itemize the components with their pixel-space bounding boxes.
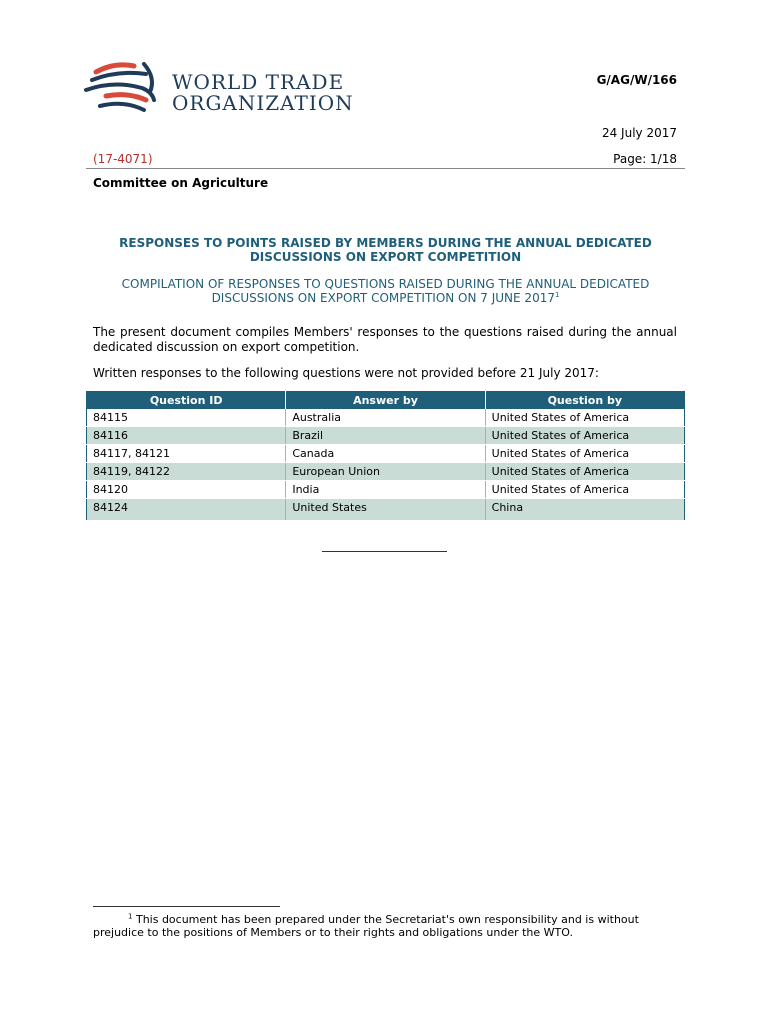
question-id-cell: 84116 — [87, 427, 286, 445]
table-row — [87, 445, 685, 463]
answer-by-cell: United States — [286, 499, 485, 521]
question-by-cell: United States of America — [485, 481, 684, 499]
document-symbol: G/AG/W/166 — [596, 73, 677, 87]
table-row — [87, 427, 685, 445]
wto-logo-icon — [84, 58, 164, 118]
table-header-row — [87, 392, 685, 410]
question-by-cell: United States of America — [485, 463, 684, 481]
document-title: RESPONSES TO POINTS RAISED BY MEMBERS DURING THE ANNUAL DEDICATED DISCUSSIONS ON EXPORT COMPETITION — [119, 236, 652, 264]
column-header: Question ID — [87, 392, 286, 410]
org-name-line1: WORLD TRADE — [172, 70, 345, 94]
document-date: 24 July 2017 — [601, 126, 677, 140]
footnote-text: This document has been prepared under the Secretariat's own responsibility and is without prejudice to the positions of Members or to their rights and obligations under the WTO. — [93, 913, 639, 939]
table-row — [87, 463, 685, 481]
question-id-cell: 84115 — [87, 409, 286, 427]
table-row — [87, 481, 685, 499]
table-row — [87, 409, 685, 427]
column-header: Question by — [485, 392, 684, 410]
answer-by-cell: European Union — [286, 463, 485, 481]
table-intro-paragraph: Written responses to the following questions were not provided before 21 July 2017: — [93, 366, 599, 380]
intro-paragraph: The present document compiles Members' responses to the questions raised during the annual dedicated discussion on export competition. — [93, 325, 677, 354]
footnote-number: 1 — [128, 912, 133, 921]
question-by-cell: China — [485, 499, 684, 521]
question-id-cell: 84124 — [87, 499, 286, 521]
document-subtitle — [86, 277, 685, 305]
question-id-cell: 84117, 84121 — [87, 445, 286, 463]
question-by-cell: United States of America — [485, 427, 684, 445]
table-row — [87, 499, 685, 521]
answer-by-cell: Canada — [286, 445, 485, 463]
org-name-line2: ORGANIZATION — [172, 91, 354, 115]
answer-by-cell: Australia — [286, 409, 485, 427]
answer-by-cell: India — [286, 481, 485, 499]
column-header: Answer by — [286, 392, 485, 410]
footnote-ref[interactable]: 1 — [554, 291, 560, 299]
end-of-content-rule — [322, 551, 447, 552]
question-id-cell: 84119, 84122 — [87, 463, 286, 481]
header-divider — [86, 168, 685, 169]
committee-name: Committee on Agriculture — [93, 176, 269, 190]
subtitle-text: COMPILATION OF RESPONSES TO QUESTIONS RAISED DURING THE ANNUAL DEDICATED DISCUSSIONS ON EXPORT COMPETITION ON 7 JUNE 2017 — [121, 277, 650, 305]
question-id-cell: 84120 — [87, 481, 286, 499]
footnote-indent — [93, 913, 128, 926]
job-number: (17-4071) — [93, 152, 153, 166]
question-by-cell: United States of America — [485, 445, 684, 463]
answer-by-cell: Brazil — [286, 427, 485, 445]
footnote-divider — [93, 906, 280, 907]
question-by-cell: United States of America — [485, 409, 684, 427]
pending-responses-table — [86, 391, 685, 521]
footnote — [93, 913, 677, 939]
page-number: Page: 1/18 — [613, 152, 677, 166]
